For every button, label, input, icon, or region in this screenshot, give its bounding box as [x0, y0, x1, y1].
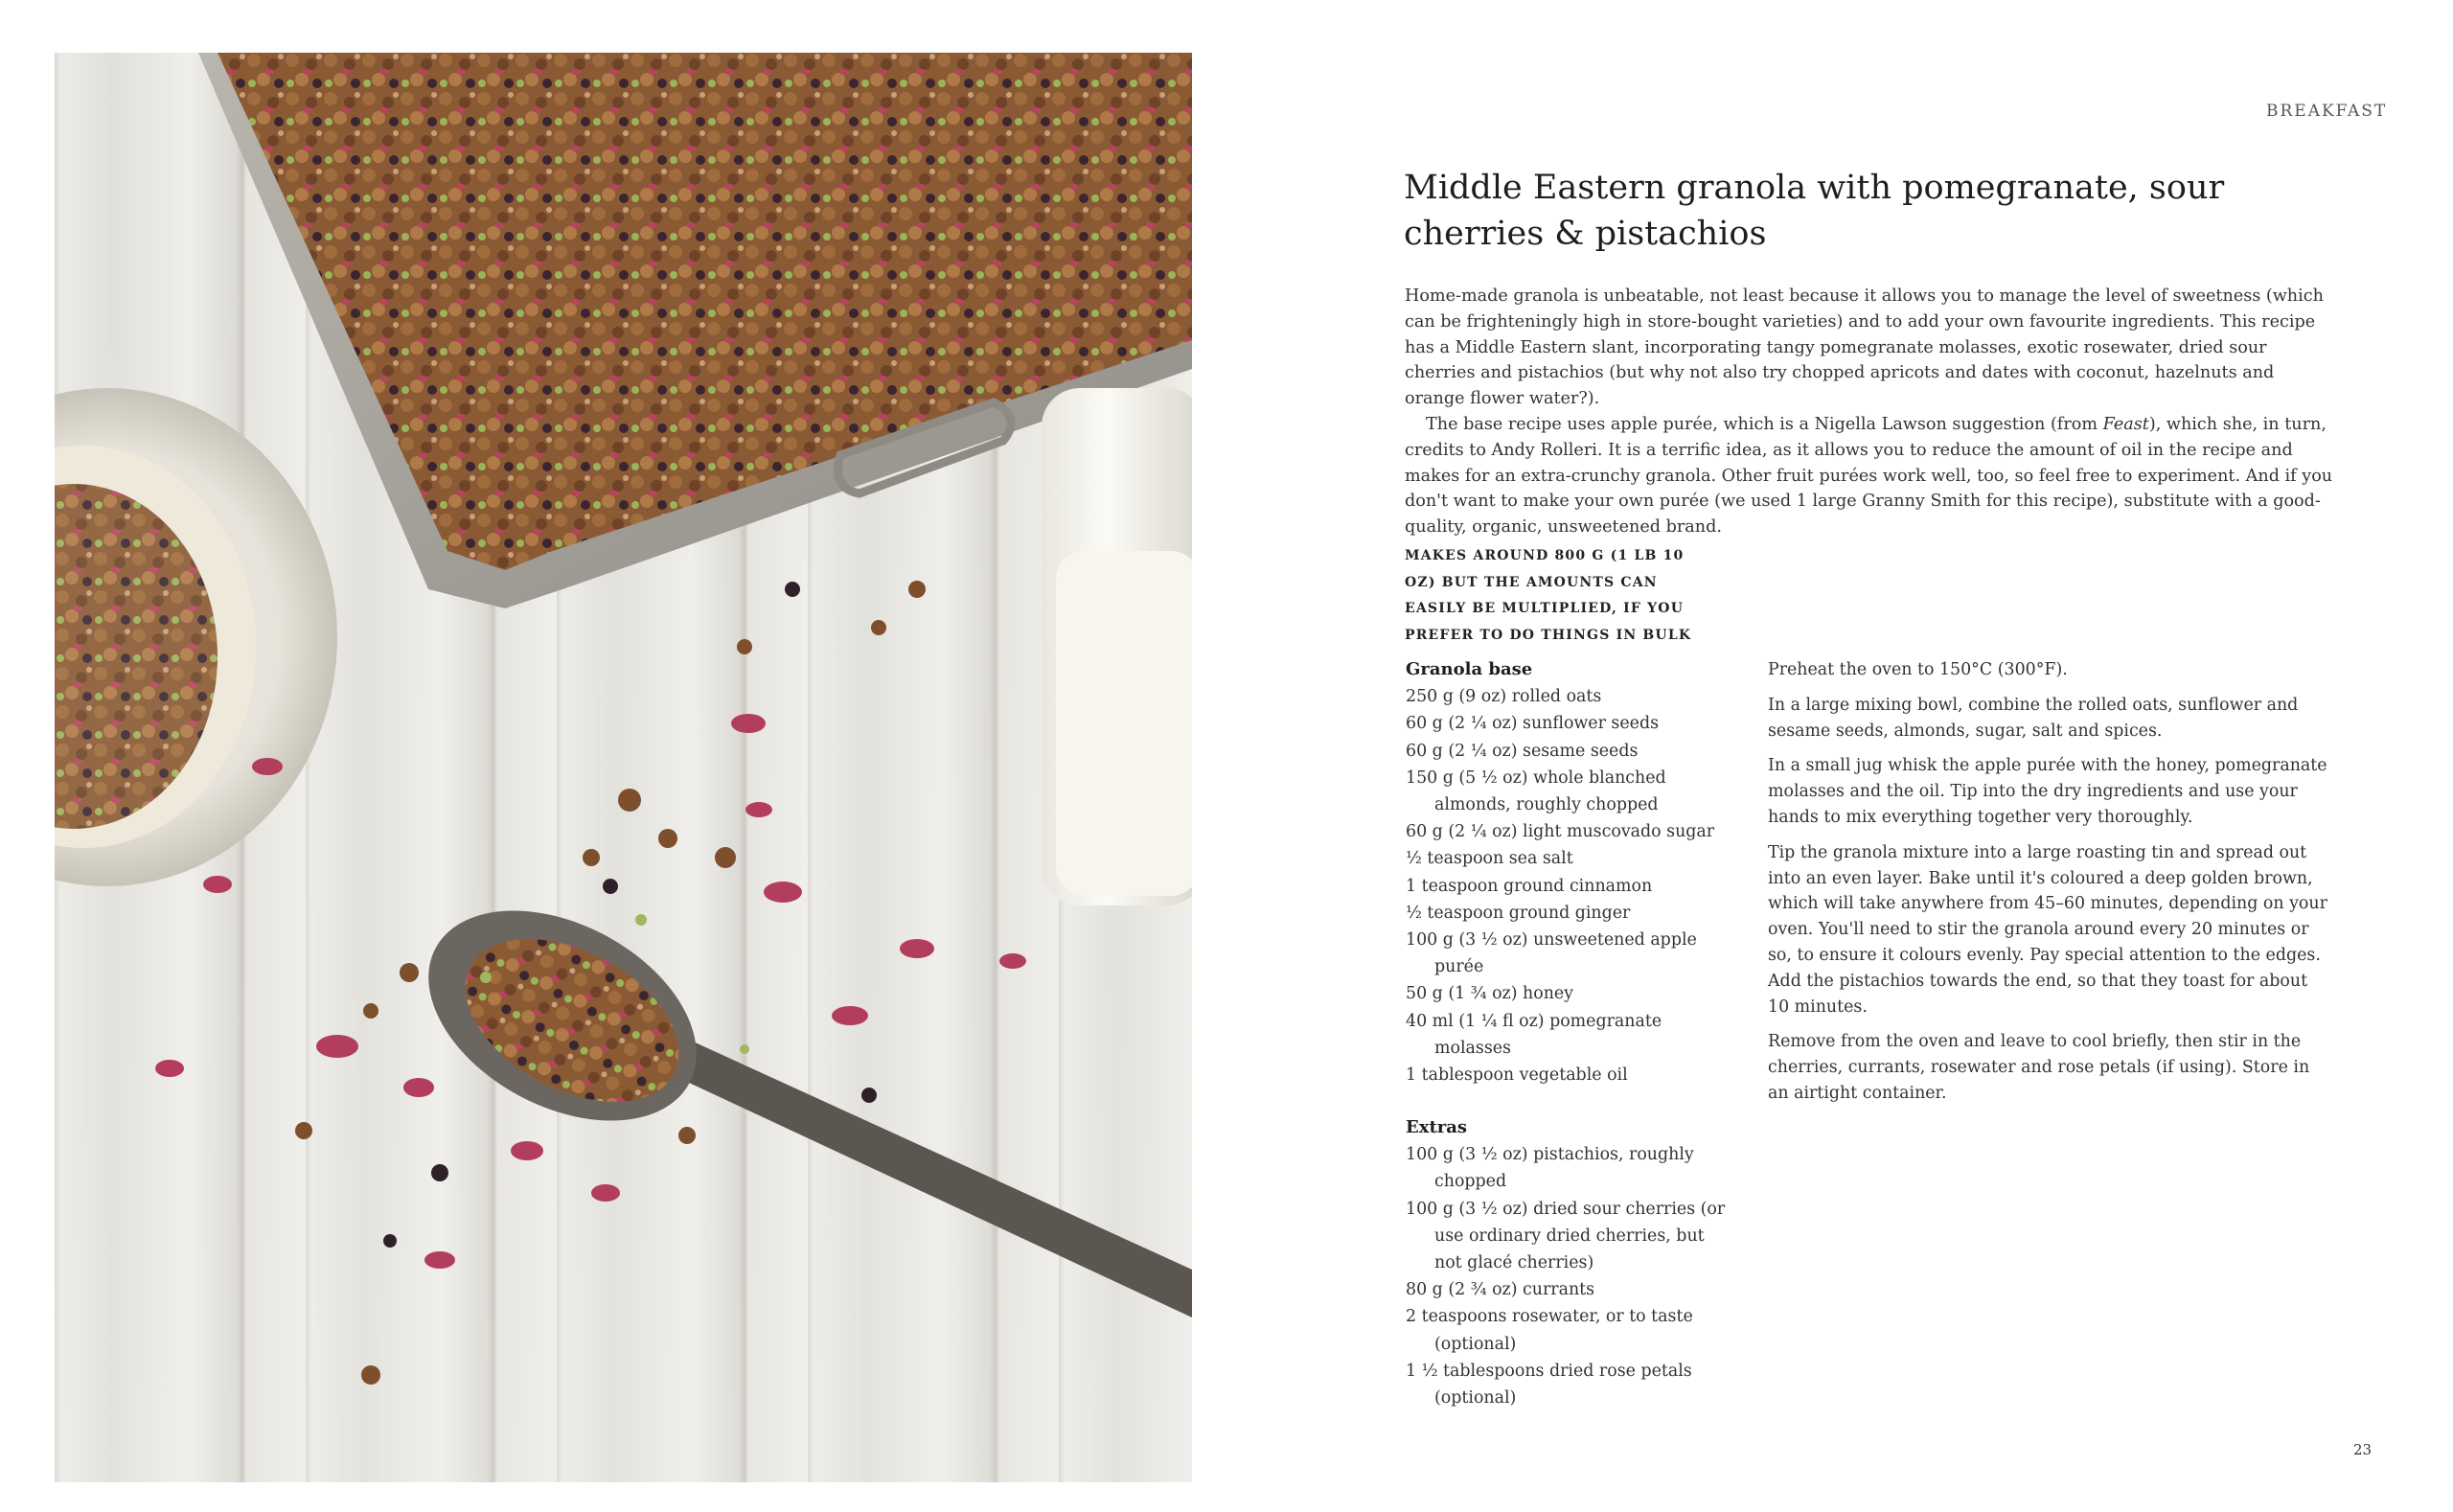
ingredient-item: 1 teaspoon ground cinnamon: [1406, 876, 1653, 896]
ingredient-item: 100 g (3 ½ oz) dried sour cherries (or use ordinary dried cherries, but not glacé cherries): [1406, 1199, 1726, 1273]
method-steps: [1768, 657, 2333, 1116]
ingredient-item: 60 g (2 ¼ oz) sesame seeds: [1406, 741, 1639, 761]
ingredient-item: 150 g (5 ½ oz) whole blanched almonds, roughly chopped: [1406, 767, 1666, 815]
ingredient-item: 1 ½ tablespoons dried rose petals (optional): [1406, 1361, 1692, 1409]
granola-base-ingredients: [1406, 656, 1731, 1088]
ingredient-item: 40 ml (1 ¼ fl oz) pomegranate molasses: [1406, 1011, 1662, 1058]
intro-paragraph-2-end: ), which she, in turn, credits to Andy Rolleri. It is a terrific idea, as it allows you to reduce the amount of oil in the recipe and makes for an extra-crunchy granola. Other fruit purées work well, too, so feel free to experiment. And if you don't want to make your own purée (we used 1 large Granny Smith for this recipe), substitute with a good-quality, organic, unsweetened brand.: [1405, 414, 2333, 538]
ingredient-item: 1 tablespoon vegetable oil: [1406, 1065, 1628, 1086]
yield-note: MAKES AROUND 800 G (1 LB 10 OZ) BUT THE AMOUNTS CAN EASILY BE MULTIPLIED, IF YOU PREFER TO DO THINGS IN BULK: [1405, 548, 1692, 643]
ingredient-item: 100 g (3 ½ oz) pistachios, roughly chopped: [1406, 1145, 1694, 1192]
recipe-intro: [1405, 284, 2334, 540]
granola-base-heading: Granola base: [1406, 659, 1533, 679]
ingredient-item: 2 teaspoons rosewater, or to taste (optional): [1406, 1307, 1693, 1354]
intro-paragraph-1: Home-made granola is unbeatable, not least because it allows you to manage the level of sweetness (which can be frighteningly high in store-bought varieties) and to add your own favourite ingredients. This recipe has a Middle Eastern slant, incorporating tangy pomegranate molasses, exotic rosewater, dried sour cherries and pistachios (but why not also try chopped apricots and dates with coconut, hazelnuts and orange flower water?).: [1405, 286, 2324, 409]
granola-photo: [55, 53, 1192, 1482]
ingredient-item: ½ teaspoon ground ginger: [1406, 903, 1631, 923]
ingredient-item: 250 g (9 oz) rolled oats: [1406, 687, 1602, 707]
recipe-title: Middle Eastern granola with pomegranate, sour cherries & pistachios: [1404, 169, 2225, 253]
ingredient-item: 50 g (1 ¾ oz) honey: [1406, 984, 1574, 1004]
photo-illustration: [55, 53, 1192, 1482]
granola-base-list: [1406, 683, 1731, 1088]
ingredient-item: 60 g (2 ¼ oz) sunflower seeds: [1406, 714, 1660, 734]
ingredient-item: 100 g (3 ½ oz) unsweetened apple purée: [1406, 930, 1697, 977]
section-label: BREAKFAST: [2266, 102, 2388, 121]
book-title-feast: Feast: [2102, 414, 2149, 434]
ingredient-item: ½ teaspoon sea salt: [1406, 849, 1573, 869]
extras-ingredients: [1406, 1114, 1731, 1411]
ingredient-item: 80 g (2 ¾ oz) currants: [1406, 1280, 1595, 1300]
method-step: In a small jug whisk the apple purée with the honey, pomegranate molasses and the oil. Tip into the dry ingredients and use your hands to mix everything together very thoroughly.: [1768, 756, 2327, 827]
ingredient-item: 60 g (2 ¼ oz) light muscovado sugar: [1406, 822, 1715, 842]
method-step: Preheat the oven to 150°C (300°F).: [1768, 660, 2068, 679]
extras-list: [1406, 1141, 1731, 1411]
method-step: Tip the granola mixture into a large roasting tin and spread out into an even layer. Bake until it's coloured a deep golden brown, which will take anywhere from 45–60 minutes, depending on your oven. You'll need to stir the granola around every 20 minutes or so, to ensure it colours evenly. Pay special attention to the edges. Add the pistachios towards the end, so that they toast for about 10 minutes.: [1768, 842, 2327, 1017]
method-step: In a large mixing bowl, combine the rolled oats, sunflower and sesame seeds, almonds, sugar, salt and spices.: [1768, 695, 2299, 741]
extras-heading: Extras: [1406, 1117, 1468, 1137]
intro-paragraph-2: [1405, 412, 2334, 540]
method-step: Remove from the oven and leave to cool briefly, then stir in the cherries, currants, rosewater and rose petals (if using). Store in an airtight container.: [1768, 1032, 2310, 1103]
page-number: 23: [2353, 1441, 2373, 1458]
intro-paragraph-2-start: The base recipe uses apple purée, which is a Nigella Lawson suggestion (from: [1426, 414, 2103, 434]
